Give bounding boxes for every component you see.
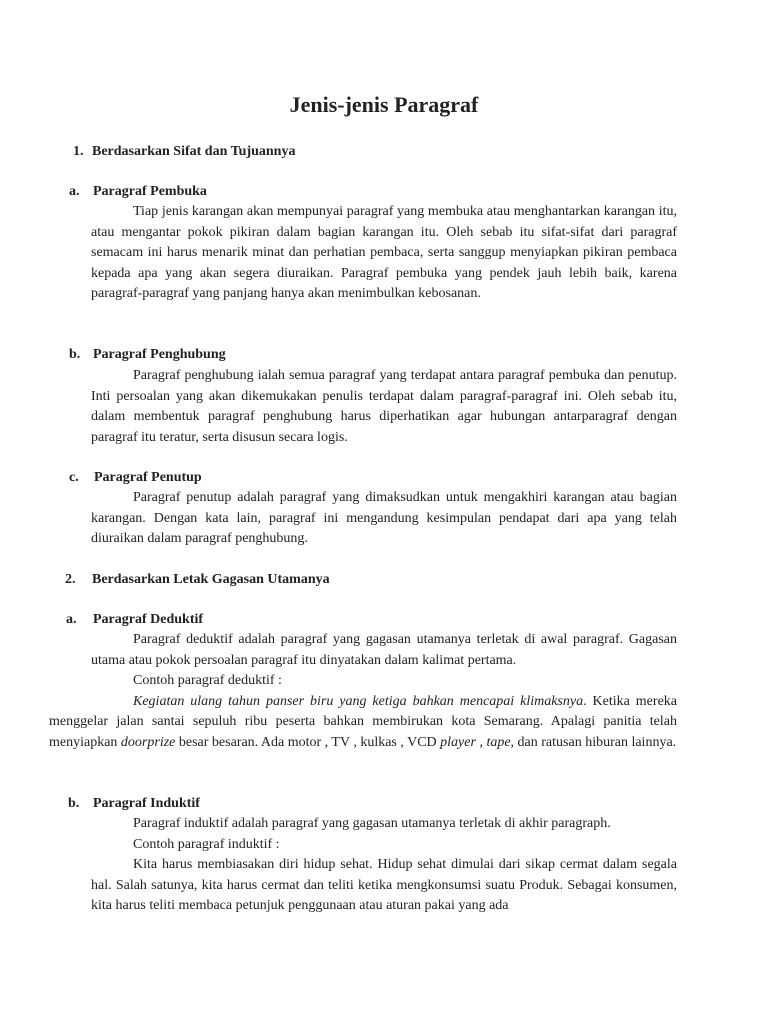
paragraph-induktif (91, 814, 677, 917)
subsection-1c-label: Paragraf Penutup (94, 470, 202, 485)
subsection-2a-letter: a. (66, 612, 77, 627)
deduktif-example (49, 692, 677, 754)
deduktif-example-rest-3: , (475, 734, 487, 750)
deduktif-example-italic-4: tape, (486, 734, 515, 750)
paragraph-deduktif (49, 630, 677, 753)
subsection-1c-letter: c. (69, 470, 79, 485)
section-2-number: 2. (65, 572, 76, 587)
subsection-1a-label: Paragraf Pembuka (93, 184, 207, 199)
subsection-1a-letter: a. (69, 184, 80, 199)
induktif-example-label: Contoh paragraf induktif : (133, 836, 280, 852)
paragraph-penutup (91, 488, 677, 550)
deduktif-example-rest-4: dan ratusan hiburan lainnya. (514, 734, 677, 750)
section-1-number: 1. (73, 144, 84, 159)
deduktif-example-label: Contoh paragraf deduktif : (133, 673, 282, 688)
section-1-label: Berdasarkan Sifat dan Tujuannya (92, 144, 296, 159)
deduktif-example-italic: Kegiatan ulang tahun panser biru yang ketiga bahkan mencapai klimaksnya (133, 693, 584, 709)
deduktif-example-italic-3: player (440, 734, 476, 750)
paragraph-deduktif-text: Paragraf deduktif adalah paragraf yang gagasan utamanya terletak di awal paragraf. Gagasan utama atau pokok persoalan paragraf itu dinyatakan dalam kalimat pertama. (91, 632, 677, 668)
deduktif-example-rest-1: . Ketika mereka menggelar jalan santai sepuluh ribu peserta bahkan membirukan kota Semarang. Apalagi panitia telah menyiapkan (49, 693, 677, 750)
paragraph-penutup-text: Paragraf penutup adalah paragraf yang dimaksudkan untuk mengakhiri karangan atau bagian karangan. Dengan kata lain, paragraf ini mengandung kesimpulan pendapat dari apa yang telah diuraikan dalam paragraf penghubung. (91, 490, 677, 546)
paragraph-pembuka (91, 202, 677, 305)
subsection-2a-label: Paragraf Deduktif (93, 612, 204, 627)
induktif-example: Kita harus membiasakan diri hidup sehat. Hidup sehat dimulai dari sikap cermat dalam segala hal. Salah satunya, kita harus cermat dan teliti ketika mengkonsumsi suatu Produk. Sebagai konsumen, kita harus teliti membaca petunjuk penggunaan atau aturan pakai yang ada (91, 857, 677, 913)
paragraph-penghubung (91, 366, 677, 448)
paragraph-penghubung-text: Paragraf penghubung ialah semua paragraf yang terdapat antara paragraf pembuka dan penutup. Inti persoalan yang akan dikemukakan penulis terdapat dalam paragraf-paragraf ini. Oleh sebab itu, dalam membentuk paragraf penghubung harus diperhatikan agar hubungan antarparagraf dengan paragraf itu teratur, serta disusun secara logis. (91, 368, 677, 445)
subsection-1b-label: Paragraf Penghubung (93, 347, 226, 362)
subsection-2b-label: Paragraf Induktif (93, 796, 200, 811)
paragraph-induktif-text: Paragraf induktif adalah paragraf yang gagasan utamanya terletak di akhir paragraph. (133, 816, 611, 831)
paragraph-pembuka-text: Tiap jenis karangan akan mempunyai paragraf yang membuka atau menghantarkan karangan itu, atau mengantar pokok pikiran dalam bagian karangan itu. Oleh sebab itu sifat-sifat dari paragraf semacam ini harus menarik minat dan perhatian pembaca, serta sanggup menyiapkan pikiran pembaca kepada apa yang akan segera diuraikan. Paragraf pembuka yang pendek jauh lebih baik, karena paragraf-paragraf yang panjang hanya akan menimbulkan kebosanan. (91, 204, 677, 301)
document-title: Jenis-jenis Paragraf (289, 92, 479, 117)
subsection-1b-letter: b. (69, 347, 81, 362)
subsection-2b-letter: b. (68, 796, 80, 811)
deduktif-example-italic-2: doorprize (120, 734, 176, 750)
deduktif-example-rest-2: besar besaran. Ada motor , TV , kulkas , VCD (175, 734, 441, 750)
section-2-label: Berdasarkan Letak Gagasan Utamanya (92, 572, 330, 587)
